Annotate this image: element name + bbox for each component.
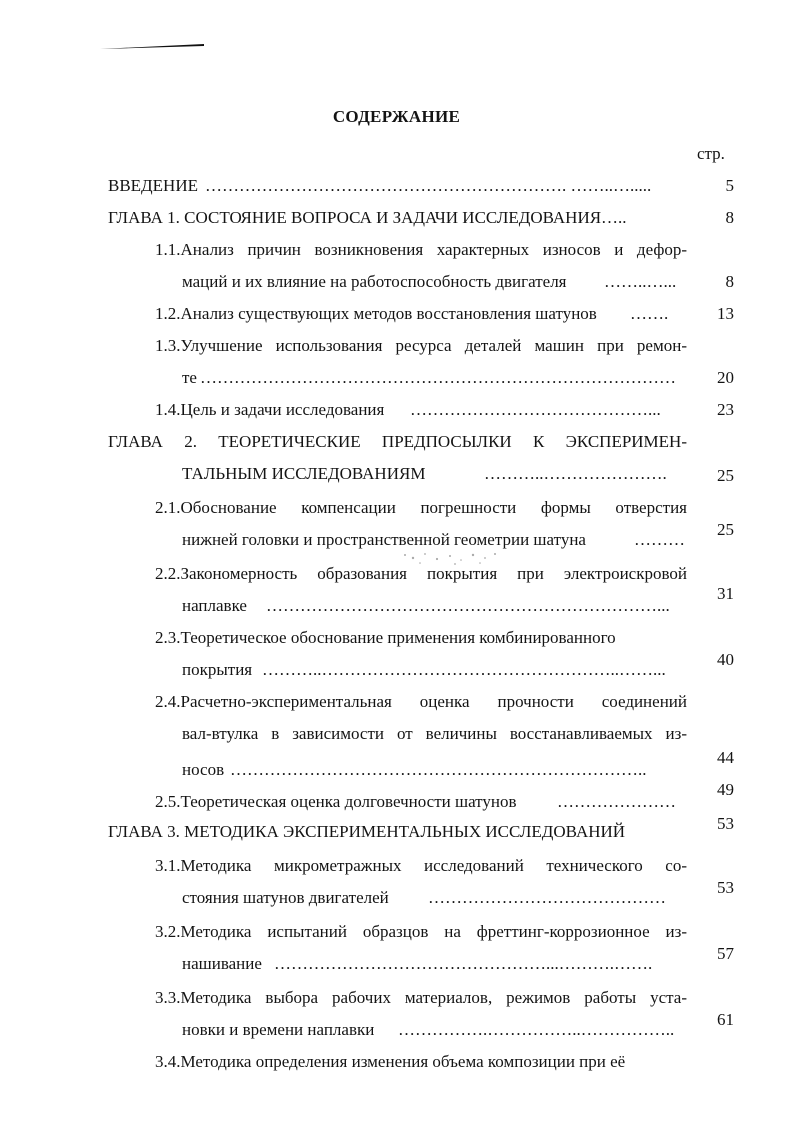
toc-item-2-3[interactable]: 2.3.Теоретическое обоснование применения комбинированного bbox=[155, 628, 616, 647]
toc-dots: ……………………………………... bbox=[410, 400, 661, 419]
toc-item-2-1-cont: нижней головки и пространственной геометрии шатуна bbox=[182, 530, 586, 549]
toc-item-2-3-cont: покрытия bbox=[182, 660, 253, 679]
toc-item-2-2[interactable]: 2.2.Закономерность образования покрытия при электроискровой bbox=[155, 564, 687, 583]
toc-item-chapter-2-cont: ТАЛЬНЫМ ИССЛЕДОВАНИЯМ bbox=[182, 464, 426, 483]
toc-dots: ……… bbox=[634, 530, 685, 549]
toc-item-3-1[interactable]: 3.1.Методика микрометражных исследований технического со- bbox=[155, 856, 687, 875]
toc-page: 25 bbox=[717, 520, 734, 539]
toc-page: 31 bbox=[717, 584, 734, 603]
toc-page: 13 bbox=[717, 304, 734, 323]
toc-dots: ……………………………………………………………….. bbox=[230, 760, 647, 779]
toc-dots: …………………………………… bbox=[428, 888, 666, 907]
toc-dots: ………………………………………………………. ……..…..... bbox=[205, 176, 652, 195]
toc-item-chapter-2[interactable]: ГЛАВА 2. ТЕОРЕТИЧЕСКИЕ ПРЕДПОСЫЛКИ К ЭКСПЕРИМЕН- bbox=[108, 432, 687, 451]
toc-dots: …………………………………………...……….……. bbox=[274, 954, 653, 973]
toc-item-1-2[interactable]: 1.2.Анализ существующих методов восстановления шатунов bbox=[155, 304, 597, 323]
toc-item-1-1-cont: маций и их влияние на работоспособность двигателя bbox=[182, 272, 567, 291]
toc-page: 53 bbox=[717, 878, 734, 897]
toc-item-1-1[interactable]: 1.1.Анализ причин возникновения характерных износов и дефор- bbox=[155, 240, 687, 259]
toc-dots: ………………………………………………………………………… bbox=[200, 368, 676, 387]
toc-item-3-2[interactable]: 3.2.Методика испытаний образцов на фреттинг-коррозионное из- bbox=[155, 922, 687, 941]
toc-item-2-4[interactable]: 2.4.Расчетно-экспериментальная оценка прочности соединений bbox=[155, 692, 687, 711]
toc-page: 61 bbox=[717, 1010, 734, 1029]
toc-item-chapter-1[interactable]: ГЛАВА 1. СОСТОЯНИЕ ВОПРОСА И ЗАДАЧИ ИССЛЕДОВАНИЯ….. bbox=[108, 208, 627, 227]
toc-dots: ……..…... bbox=[604, 272, 677, 291]
toc-page: 49 bbox=[717, 780, 734, 799]
toc-item-1-4[interactable]: 1.4.Цель и задачи исследования bbox=[155, 400, 385, 419]
toc-page: 25 bbox=[717, 466, 734, 485]
toc-item-3-3[interactable]: 3.3.Методика выбора рабочих материалов, режимов работы уста- bbox=[155, 988, 687, 1007]
toc-dots: ……………………………………………………………... bbox=[266, 596, 670, 615]
toc-item-2-1[interactable]: 2.1.Обоснование компенсации погрешности формы отверстия bbox=[155, 498, 687, 517]
scan-mark bbox=[100, 44, 204, 49]
toc-item-3-3-cont: новки и времени наплавки bbox=[182, 1020, 375, 1039]
toc-dots: ………..……………………………………………..……... bbox=[262, 660, 666, 679]
toc-item-1-3[interactable]: 1.3.Улучшение использования ресурса деталей машин при ремон- bbox=[155, 336, 687, 355]
page-title: СОДЕРЖАНИЕ bbox=[332, 107, 461, 126]
toc-page: 40 bbox=[717, 650, 734, 669]
toc-page: 5 bbox=[725, 176, 734, 195]
toc-item-1-3-cont: те bbox=[182, 368, 197, 387]
toc-page: 20 bbox=[717, 368, 734, 387]
toc-dots: …………….……………..…………….. bbox=[398, 1020, 675, 1039]
toc-page: 23 bbox=[717, 400, 734, 419]
toc-dots: ……. bbox=[630, 304, 669, 323]
toc-item-2-5[interactable]: 2.5.Теоретическая оценка долговечности шатунов bbox=[155, 792, 517, 811]
toc-page: 57 bbox=[717, 944, 734, 963]
toc-item-chapter-3[interactable]: ГЛАВА 3. МЕТОДИКА ЭКСПЕРИМЕНТАЛЬНЫХ ИССЛЕДОВАНИЙ bbox=[108, 822, 626, 841]
toc-item-2-4-cont2: носов bbox=[182, 760, 225, 779]
toc-page: 44 bbox=[717, 748, 734, 767]
toc-dots: ………..…………………. bbox=[484, 464, 667, 483]
toc-item-intro[interactable]: ВВЕДЕНИЕ bbox=[108, 176, 198, 195]
toc-item-2-2-cont: наплавке bbox=[182, 596, 247, 615]
toc-page: 53 bbox=[717, 814, 734, 833]
toc-item-2-4-cont: вал-втулка в зависимости от величины восстанавливаемых из- bbox=[182, 724, 687, 743]
toc-item-3-4[interactable]: 3.4.Методика определения изменения объема композиции при её bbox=[155, 1052, 626, 1071]
toc-page: 8 bbox=[725, 208, 734, 227]
toc-item-3-1-cont: стояния шатунов двигателей bbox=[182, 888, 389, 907]
toc-item-3-2-cont: нашивание bbox=[182, 954, 262, 973]
toc-page: 8 bbox=[725, 272, 734, 291]
toc-dots: ………………… bbox=[557, 792, 676, 811]
page-column-label: стр. bbox=[697, 144, 725, 163]
